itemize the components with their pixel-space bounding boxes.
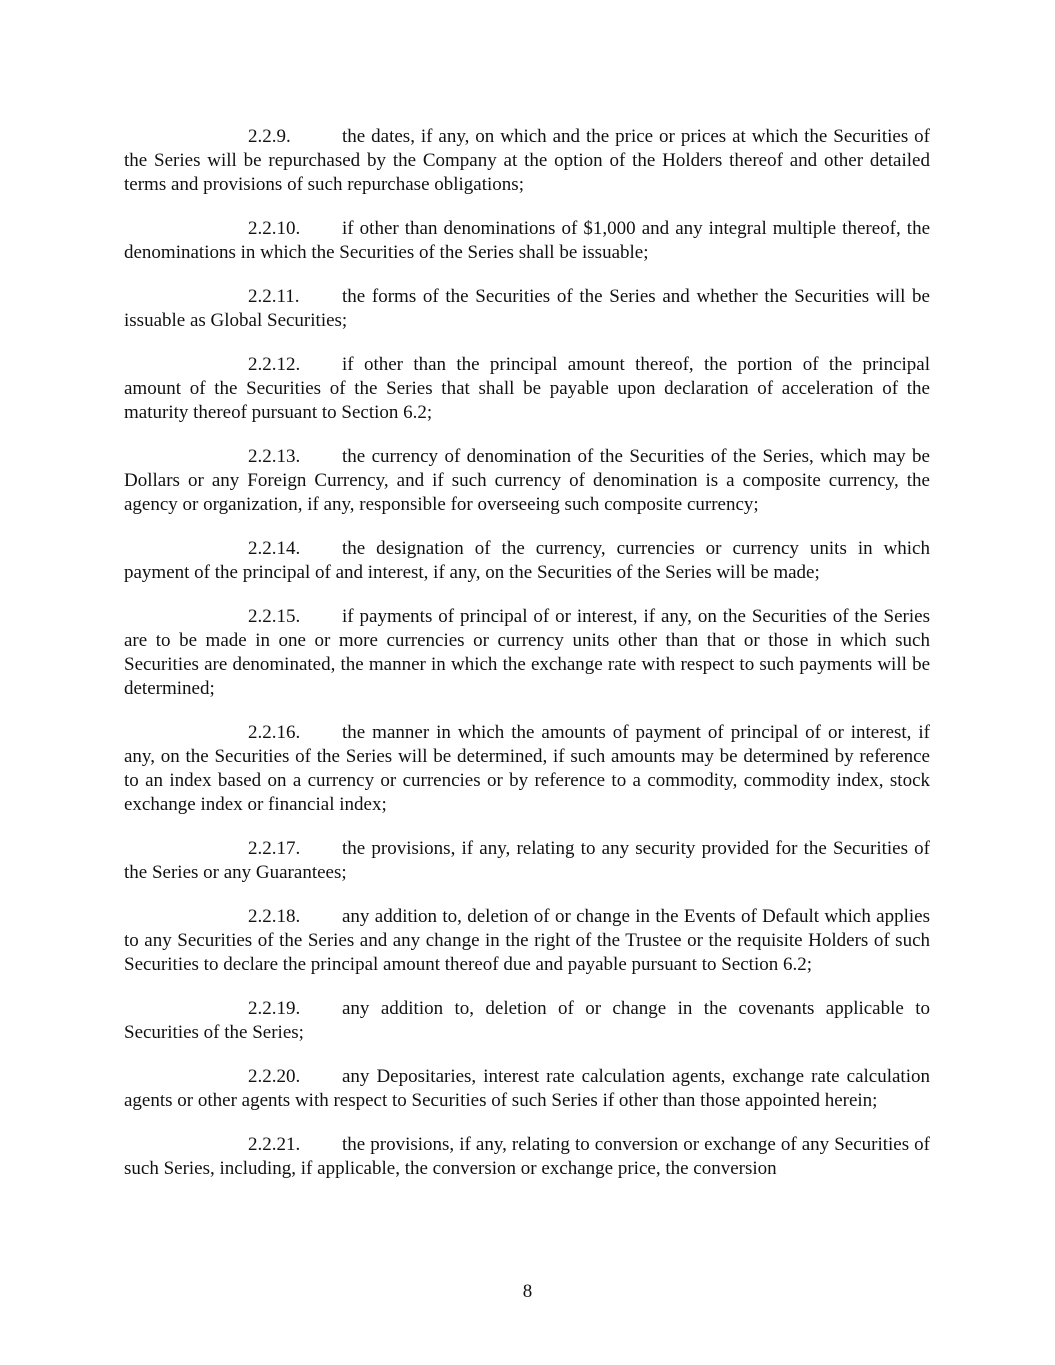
clause-number: 2.2.19. [248,998,301,1019]
clause-2-2-14 [124,537,930,585]
clause-text: any addition to, deletion of or change in the covenants applicable to Securities of the Series; [124,998,930,1043]
clause-number: 2.2.10. [248,218,301,239]
clause-text: the provisions, if any, relating to conversion or exchange of any Securities of such Series, including, if applicable, the conversion or exchange price, the conversion [124,1134,930,1179]
document-body [124,125,930,1181]
clause-text: the currency of denomination of the Securities of the Series, which may be Dollars or any Foreign Currency, and if such currency of denomination is a composite currency, the agency or organization, if any, responsible for overseeing such composite currency; [124,446,930,515]
clause-2-2-17 [124,837,930,885]
clause-number: 2.2.12. [248,354,301,375]
clause-text: the designation of the currency, currencies or currency units in which payment of the principal of and interest, if any, on the Securities of the Series will be made; [124,538,930,583]
clause-2-2-18 [124,905,930,977]
clause-text: if payments of principal of or interest, if any, on the Securities of the Series are to be made in one or more currencies or currency units other than that or those in which such Securities are denominated, the manner in which the exchange rate with respect to such payments will be determined; [124,606,930,699]
page-number: 8 [522,1281,533,1302]
clause-text: the manner in which the amounts of payment of principal of or interest, if any, on the Securities of the Series will be determined, if such amounts may be determined by reference to an index based on a currency or currencies or by reference to a commodity, commodity index, stock exchange index or financial index; [124,722,930,815]
clause-number: 2.2.20. [248,1066,301,1087]
clause-number: 2.2.17. [248,838,301,859]
clause-text: any Depositaries, interest rate calculation agents, exchange rate calculation agents or other agents with respect to Securities of such Series if other than those appointed herein; [124,1066,930,1111]
clause-2-2-21 [124,1133,930,1181]
clause-2-2-10 [124,217,930,265]
clause-number: 2.2.15. [248,606,301,627]
clause-number: 2.2.13. [248,446,301,467]
clause-text: if other than the principal amount thereof, the portion of the principal amount of the Securities of the Series that shall be payable upon declaration of acceleration of the maturity thereof pursuant to Section 6.2; [124,354,930,423]
clause-2-2-9 [124,125,930,197]
clause-text: the provisions, if any, relating to any security provided for the Securities of the Series or any Guarantees; [124,838,930,883]
clause-text: the dates, if any, on which and the price or prices at which the Securities of the Series will be repurchased by the Company at the option of the Holders thereof and other detailed terms and provisions of such repurchase obligations; [124,126,930,195]
clause-number: 2.2.11. [248,286,300,307]
clause-2-2-11 [124,285,930,333]
clause-number: 2.2.9. [248,126,291,147]
clause-2-2-20 [124,1065,930,1113]
clause-number: 2.2.18. [248,906,301,927]
clause-text: the forms of the Securities of the Series and whether the Securities will be issuable as Global Securities; [124,286,930,331]
clause-2-2-13 [124,445,930,517]
clause-number: 2.2.14. [248,538,301,559]
clause-text: any addition to, deletion of or change in the Events of Default which applies to any Securities of the Series and any change in the right of the Trustee or the requisite Holders of such Securities to declare the principal amount thereof due and payable pursuant to Section 6.2; [124,906,930,975]
clause-2-2-15 [124,605,930,701]
clause-2-2-12 [124,353,930,425]
clause-2-2-19 [124,997,930,1045]
clause-2-2-16 [124,721,930,817]
clause-number: 2.2.21. [248,1134,301,1155]
clause-number: 2.2.16. [248,722,301,743]
clause-text: if other than denominations of $1,000 and any integral multiple thereof, the denominations in which the Securities of the Series shall be issuable; [124,218,930,263]
